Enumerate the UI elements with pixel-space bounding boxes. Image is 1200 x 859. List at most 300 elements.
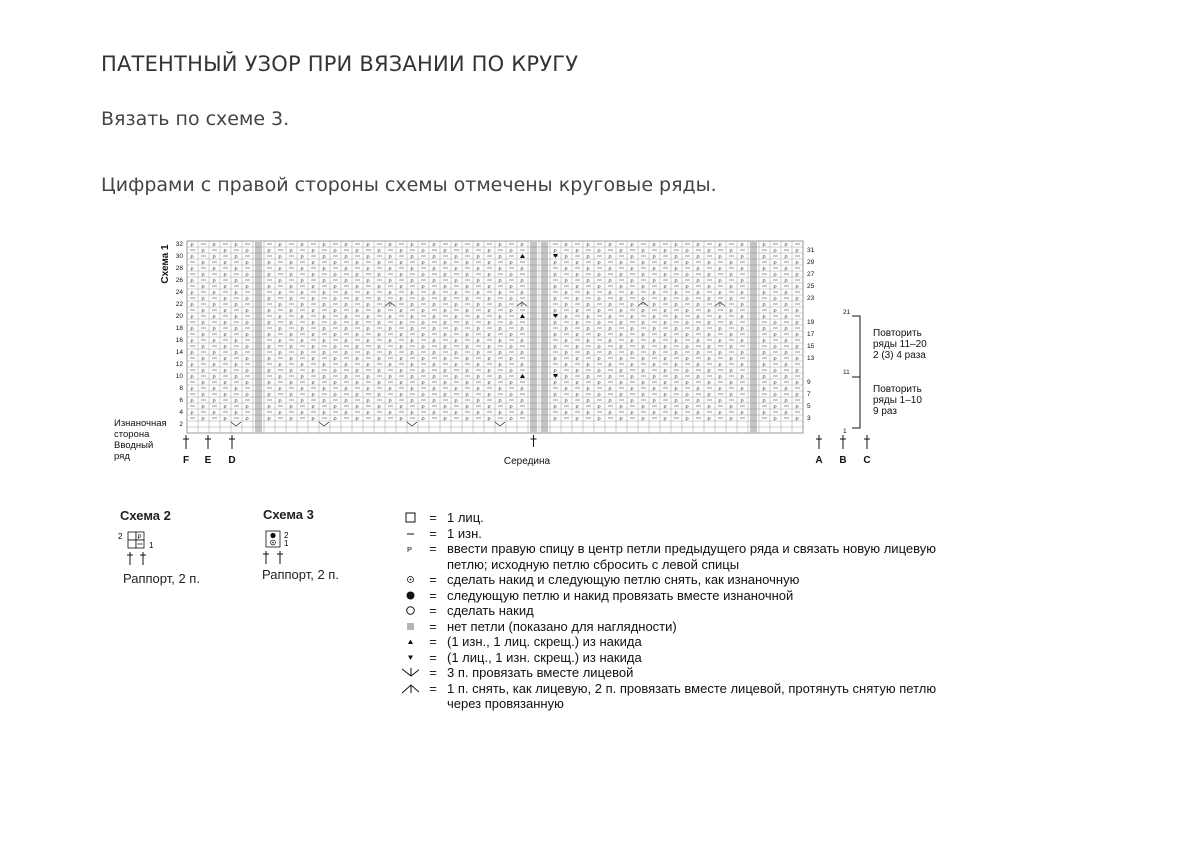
p-stitch-glyph: P	[784, 303, 788, 309]
p-stitch-glyph: P	[289, 321, 293, 327]
p-stitch-glyph: P	[278, 339, 282, 345]
p-stitch-glyph: P	[443, 297, 447, 303]
p-stitch-glyph: P	[718, 387, 722, 393]
p-stitch-glyph: P	[355, 381, 359, 387]
p-stitch-glyph: P	[212, 243, 216, 249]
p-stitch-glyph: P	[421, 249, 425, 255]
p-stitch-glyph: P	[223, 321, 227, 327]
p-stitch-glyph: P	[377, 261, 381, 267]
p-stitch-glyph: P	[223, 417, 227, 423]
p-stitch-glyph: P	[520, 291, 524, 297]
p-stitch-glyph: P	[465, 357, 469, 363]
p-stitch-glyph: P	[520, 351, 524, 357]
p-stitch-glyph: P	[729, 417, 733, 423]
p-stitch-glyph: P	[707, 381, 711, 387]
p-stitch-glyph: P	[553, 405, 557, 411]
p-stitch-glyph: P	[718, 327, 722, 333]
p-stitch-glyph: P	[575, 309, 579, 315]
p-stitch-glyph: P	[641, 381, 645, 387]
p-stitch-glyph: P	[696, 303, 700, 309]
scheme-2-cell	[128, 532, 136, 540]
p-stitch-glyph: P	[707, 297, 711, 303]
p-stitch-glyph: P	[267, 273, 271, 279]
p-stitch-glyph: P	[773, 357, 777, 363]
p-stitch-glyph: P	[476, 267, 480, 273]
p-stitch-glyph: P	[377, 393, 381, 399]
p-stitch-glyph: P	[190, 351, 194, 357]
p-stitch-glyph: P	[630, 291, 634, 297]
p-stitch-glyph: P	[223, 273, 227, 279]
p-stitch-glyph: P	[421, 285, 425, 291]
p-stitch-glyph: P	[740, 399, 744, 405]
repeat-note-line: 2 (3) 4 раза	[873, 350, 926, 361]
p-stitch-glyph: P	[443, 357, 447, 363]
p-stitch-glyph: P	[740, 267, 744, 273]
legend-equals: =	[429, 665, 437, 680]
p-stitch-glyph: P	[685, 297, 689, 303]
p-stitch-glyph: P	[212, 291, 216, 297]
p-stitch-glyph: P	[498, 351, 502, 357]
p-stitch-glyph: P	[696, 375, 700, 381]
p-stitch-glyph: P	[311, 369, 315, 375]
p-stitch-glyph: P	[322, 327, 326, 333]
p-stitch-glyph: P	[245, 273, 249, 279]
p-stitch-glyph: P	[410, 255, 414, 261]
p-stitch-glyph: P	[399, 273, 403, 279]
p-stitch-glyph: P	[674, 387, 678, 393]
p-stitch-glyph: P	[355, 309, 359, 315]
p-stitch-glyph: P	[762, 363, 766, 369]
p-stitch-glyph: P	[509, 357, 513, 363]
p-stitch-glyph: P	[344, 243, 348, 249]
p-stitch-glyph: P	[586, 267, 590, 273]
p-stitch-glyph: P	[674, 315, 678, 321]
p-stitch-glyph: P	[421, 273, 425, 279]
p-stitch-glyph: P	[267, 333, 271, 339]
p-stitch-glyph: P	[773, 345, 777, 351]
p-stitch-glyph: P	[333, 309, 337, 315]
p-stitch-glyph: P	[674, 327, 678, 333]
p-stitch-glyph: P	[344, 315, 348, 321]
p-stitch-glyph: P	[355, 417, 359, 423]
p-stitch-glyph: P	[729, 261, 733, 267]
p-stitch-glyph: P	[322, 291, 326, 297]
p-stitch-glyph: P	[762, 327, 766, 333]
p-stitch-glyph: P	[564, 399, 568, 405]
p-stitch-glyph: P	[399, 405, 403, 411]
p-stitch-glyph: P	[432, 327, 436, 333]
scheme-3-row-label: 1	[284, 539, 289, 548]
p-stitch-glyph: P	[421, 345, 425, 351]
p-stitch-glyph: P	[487, 381, 491, 387]
p-stitch-glyph: P	[674, 267, 678, 273]
p-stitch-glyph: P	[410, 243, 414, 249]
p-stitch-glyph: P	[212, 387, 216, 393]
p-stitch-glyph: P	[432, 243, 436, 249]
sk2p-icon	[401, 681, 419, 696]
p-stitch-glyph: P	[498, 327, 502, 333]
rows-note-paragraph: Цифрами с правой стороны схемы отмечены круговые ряды.	[101, 174, 717, 196]
letter-p-icon	[401, 541, 419, 556]
p-stitch-glyph: P	[784, 363, 788, 369]
p-stitch-glyph: P	[597, 345, 601, 351]
scheme-2-marker	[127, 552, 146, 565]
p-stitch-glyph: P	[762, 315, 766, 321]
p-stitch-glyph: P	[333, 357, 337, 363]
p-stitch-glyph: P	[729, 309, 733, 315]
marker-label: B	[839, 455, 847, 466]
p-stitch-glyph: P	[432, 255, 436, 261]
p-stitch-glyph: P	[685, 249, 689, 255]
scheme-3-filled-circle	[270, 533, 275, 538]
p-stitch-glyph: P	[575, 261, 579, 267]
bracket-upper	[852, 316, 860, 377]
p-stitch-glyph: P	[465, 381, 469, 387]
p-stitch-glyph: P	[410, 327, 414, 333]
p-stitch-glyph: P	[333, 321, 337, 327]
p-stitch-glyph: P	[377, 381, 381, 387]
p-stitch-glyph: P	[619, 273, 623, 279]
scheme-3-dot-circle-center	[272, 542, 274, 544]
p-stitch-glyph: P	[663, 405, 667, 411]
p-stitch-glyph: P	[311, 345, 315, 351]
p-stitch-glyph: P	[553, 345, 557, 351]
p-stitch-glyph: P	[476, 363, 480, 369]
left-row-number: 28	[175, 265, 183, 272]
p-stitch-glyph: P	[630, 315, 634, 321]
p-stitch-glyph: P	[707, 357, 711, 363]
p-stitch-glyph: P	[234, 363, 238, 369]
p-stitch-glyph: P	[410, 351, 414, 357]
p-stitch-glyph: P	[245, 333, 249, 339]
left-row-number: 2	[179, 421, 183, 428]
p-stitch-glyph: P	[245, 261, 249, 267]
p-stitch-glyph: P	[432, 339, 436, 345]
left-row-number: 22	[175, 301, 183, 308]
p-stitch-glyph: P	[487, 273, 491, 279]
p-stitch-glyph: P	[740, 411, 744, 417]
p-stitch-glyph: P	[377, 417, 381, 423]
p-stitch-glyph: P	[685, 369, 689, 375]
p-stitch-glyph: P	[652, 279, 656, 285]
p-stitch-glyph: P	[586, 303, 590, 309]
p-stitch-glyph: P	[278, 411, 282, 417]
p-stitch-glyph: P	[388, 363, 392, 369]
legend-row	[401, 665, 961, 681]
side-label-line: сторона	[114, 429, 150, 440]
p-stitch-glyph: P	[311, 261, 315, 267]
p-stitch-glyph: P	[333, 417, 337, 423]
p-stitch-glyph: P	[718, 255, 722, 261]
p-stitch-glyph: P	[718, 243, 722, 249]
p-stitch-glyph: P	[795, 273, 799, 279]
p-stitch-glyph: P	[267, 309, 271, 315]
p-stitch-glyph: P	[344, 291, 348, 297]
legend-row	[401, 650, 961, 666]
p-stitch-glyph: P	[498, 363, 502, 369]
p-stitch-glyph: P	[652, 243, 656, 249]
p-stitch-glyph: P	[641, 297, 645, 303]
right-row-number: 27	[807, 271, 815, 278]
p-stitch-glyph: P	[663, 297, 667, 303]
p-stitch-glyph: P	[399, 309, 403, 315]
p-stitch-glyph: P	[410, 411, 414, 417]
p-stitch-glyph: P	[520, 279, 524, 285]
p-stitch-glyph: P	[333, 249, 337, 255]
p-stitch-glyph: P	[443, 393, 447, 399]
p-stitch-glyph: P	[399, 297, 403, 303]
p-stitch-glyph: P	[553, 309, 557, 315]
p-stitch-glyph: P	[267, 297, 271, 303]
p-stitch-glyph: P	[234, 387, 238, 393]
p-stitch-glyph: P	[388, 327, 392, 333]
p-stitch-glyph: P	[388, 399, 392, 405]
p-stitch-glyph: P	[234, 255, 238, 261]
p-stitch-glyph: P	[509, 309, 513, 315]
p-stitch-glyph: P	[366, 243, 370, 249]
p-stitch-glyph: P	[564, 375, 568, 381]
p-stitch-glyph: P	[443, 333, 447, 339]
p-stitch-glyph: P	[740, 327, 744, 333]
p-stitch-glyph: P	[388, 339, 392, 345]
p-stitch-glyph: P	[773, 393, 777, 399]
p-stitch-glyph: P	[663, 273, 667, 279]
p-stitch-glyph: P	[421, 309, 425, 315]
p-stitch-glyph: P	[652, 411, 656, 417]
p-stitch-glyph: P	[773, 417, 777, 423]
p-stitch-glyph: P	[245, 345, 249, 351]
p-stitch-glyph: P	[740, 351, 744, 357]
p-stitch-glyph: P	[201, 345, 205, 351]
dot-circle-icon	[401, 572, 419, 587]
scheme-1-title: Схема 1	[160, 244, 171, 284]
p-stitch-glyph: P	[300, 363, 304, 369]
p-stitch-glyph: P	[300, 315, 304, 321]
p-stitch-glyph: P	[597, 249, 601, 255]
p-stitch-glyph: P	[278, 399, 282, 405]
p-stitch-glyph: P	[311, 285, 315, 291]
p-stitch-glyph: P	[740, 279, 744, 285]
p-stitch-glyph: P	[311, 357, 315, 363]
p-stitch-glyph: P	[355, 285, 359, 291]
p-stitch-glyph: P	[608, 315, 612, 321]
p-stitch-glyph: P	[674, 291, 678, 297]
p-stitch-glyph: P	[388, 351, 392, 357]
p-stitch-glyph: P	[454, 399, 458, 405]
p-stitch-glyph: P	[432, 279, 436, 285]
left-side-label	[114, 418, 167, 462]
p-stitch-glyph: P	[443, 321, 447, 327]
p-stitch-glyph: P	[201, 357, 205, 363]
p-stitch-glyph: P	[498, 315, 502, 321]
right-row-numbers	[807, 247, 815, 422]
right-row-number: 13	[807, 355, 815, 362]
p-stitch-glyph: P	[597, 273, 601, 279]
p-stitch-glyph: P	[696, 267, 700, 273]
p-stitch-glyph: P	[476, 255, 480, 261]
p-stitch-glyph: P	[608, 267, 612, 273]
p-stitch-glyph: P	[586, 291, 590, 297]
p-stitch-glyph: P	[740, 387, 744, 393]
p-stitch-glyph: P	[652, 399, 656, 405]
p-stitch-glyph: P	[718, 375, 722, 381]
left-row-number: 20	[175, 313, 183, 320]
p-stitch-glyph: P	[454, 315, 458, 321]
p-stitch-glyph: P	[410, 303, 414, 309]
p-stitch-glyph: P	[289, 249, 293, 255]
p-stitch-glyph: P	[322, 399, 326, 405]
p-stitch-glyph: P	[443, 309, 447, 315]
p-stitch-glyph: P	[619, 369, 623, 375]
p-stitch-glyph: P	[190, 315, 194, 321]
p-stitch-glyph: P	[289, 393, 293, 399]
gray-square-icon	[401, 619, 419, 634]
left-row-number: 18	[175, 325, 183, 332]
p-stitch-glyph: P	[300, 387, 304, 393]
side-label-line: Вводный	[114, 440, 154, 451]
legend-row	[401, 681, 961, 712]
p-stitch-glyph: P	[476, 279, 480, 285]
p-stitch-glyph: P	[707, 369, 711, 375]
p-stitch-glyph: P	[377, 273, 381, 279]
p-stitch-glyph: P	[784, 279, 788, 285]
p-stitch-glyph: P	[586, 243, 590, 249]
p-stitch-glyph: P	[245, 357, 249, 363]
p-stitch-glyph: P	[366, 267, 370, 273]
p-stitch-glyph: P	[333, 393, 337, 399]
p-stitch-glyph: P	[773, 369, 777, 375]
p-stitch-glyph: P	[421, 357, 425, 363]
legend-equals: =	[429, 618, 437, 634]
p-stitch-glyph: P	[322, 339, 326, 345]
right-row-number: 7	[807, 391, 811, 398]
p-stitch-glyph: P	[619, 417, 623, 423]
p-stitch-glyph: P	[454, 255, 458, 261]
p-stitch-glyph: P	[366, 399, 370, 405]
p-stitch-glyph: P	[366, 411, 370, 417]
p-stitch-glyph: P	[223, 381, 227, 387]
p-stitch-glyph: P	[322, 255, 326, 261]
p-stitch-glyph: P	[729, 249, 733, 255]
p-stitch-glyph: P	[795, 345, 799, 351]
p-stitch-glyph: P	[355, 249, 359, 255]
p-stitch-glyph: P	[718, 303, 722, 309]
p-stitch-glyph: P	[784, 411, 788, 417]
p-stitch-glyph: P	[608, 411, 612, 417]
chart-grid	[187, 241, 803, 433]
p-stitch-glyph: P	[234, 303, 238, 309]
p-stitch-glyph: P	[322, 351, 326, 357]
legend-text: (1 лиц., 1 изн. скрещ.) из накида	[447, 649, 642, 665]
p-stitch-glyph: P	[465, 333, 469, 339]
p-stitch-glyph: P	[630, 399, 634, 405]
p-stitch-glyph: P	[685, 381, 689, 387]
dash-icon	[401, 526, 419, 541]
side-label-line: ряд	[114, 451, 130, 462]
p-stitch-glyph: P	[322, 279, 326, 285]
legend-row	[401, 588, 961, 604]
p-stitch-glyph: P	[762, 279, 766, 285]
p-stitch-glyph: P	[784, 291, 788, 297]
p-stitch-glyph: P	[509, 405, 513, 411]
p-stitch-glyph: P	[388, 255, 392, 261]
p-stitch-glyph: P	[663, 261, 667, 267]
p-stitch-glyph: P	[300, 267, 304, 273]
bracket-row-label: 11	[843, 369, 850, 376]
p-stitch-glyph: P	[223, 345, 227, 351]
p-stitch-glyph: P	[564, 339, 568, 345]
p-stitch-glyph: P	[355, 369, 359, 375]
p-stitch-glyph: P	[355, 297, 359, 303]
legend-text: нет петли (показано для наглядности)	[447, 618, 677, 634]
p-stitch-glyph: P	[498, 411, 502, 417]
p-stitch-glyph: P	[432, 267, 436, 273]
p-stitch-glyph: P	[608, 399, 612, 405]
p-stitch-glyph: P	[234, 411, 238, 417]
p-stitch-glyph: P	[234, 315, 238, 321]
p-stitch-glyph: P	[718, 291, 722, 297]
p-stitch-glyph: P	[641, 321, 645, 327]
p-stitch-glyph: P	[795, 417, 799, 423]
p-stitch-glyph: P	[410, 279, 414, 285]
p-stitch-glyph: P	[520, 327, 524, 333]
legend-equals: =	[429, 603, 437, 618]
p-stitch-glyph: P	[399, 381, 403, 387]
p-stitch-glyph: P	[773, 405, 777, 411]
p-stitch-glyph: P	[344, 327, 348, 333]
scheme-2-title: Схема 2	[120, 508, 171, 523]
p-stitch-glyph: P	[586, 375, 590, 381]
p-stitch-glyph: P	[498, 279, 502, 285]
p-stitch-glyph: P	[344, 411, 348, 417]
p-stitch-glyph: P	[432, 351, 436, 357]
p-stitch-glyph: P	[685, 261, 689, 267]
p-stitch-glyph: P	[729, 297, 733, 303]
p-stitch-glyph: P	[663, 369, 667, 375]
p-stitch-glyph: P	[795, 285, 799, 291]
p-stitch-glyph: P	[190, 327, 194, 333]
p-stitch-glyph: P	[575, 333, 579, 339]
p-stitch-glyph: P	[267, 417, 271, 423]
scheme-3-rapport: Раппорт, 2 п.	[262, 567, 339, 582]
p-stitch-glyph: P	[311, 417, 315, 423]
p-stitch-glyph: P	[245, 309, 249, 315]
p-stitch-glyph: P	[267, 261, 271, 267]
p-stitch-glyph: P	[432, 363, 436, 369]
p-stitch-glyph: P	[740, 291, 744, 297]
p-stitch-glyph: P	[762, 399, 766, 405]
p-stitch-glyph: P	[553, 261, 557, 267]
p-stitch-glyph: P	[245, 321, 249, 327]
p-stitch-glyph: P	[487, 309, 491, 315]
p-stitch-glyph: P	[278, 267, 282, 273]
p-stitch-glyph: P	[212, 411, 216, 417]
p-stitch-glyph: P	[476, 243, 480, 249]
p-stitch-glyph: P	[377, 405, 381, 411]
p-stitch-glyph: P	[663, 249, 667, 255]
p-stitch-glyph: P	[388, 267, 392, 273]
p-stitch-glyph: P	[399, 345, 403, 351]
p-stitch-glyph: P	[685, 393, 689, 399]
p-stitch-glyph: P	[597, 309, 601, 315]
p-stitch-glyph: P	[432, 375, 436, 381]
scheme-2-cell	[128, 540, 136, 548]
p-stitch-glyph: P	[564, 327, 568, 333]
p-stitch-glyph: P	[773, 285, 777, 291]
p-stitch-glyph: P	[311, 405, 315, 411]
p-stitch-glyph: P	[201, 249, 205, 255]
p-stitch-glyph: P	[784, 339, 788, 345]
